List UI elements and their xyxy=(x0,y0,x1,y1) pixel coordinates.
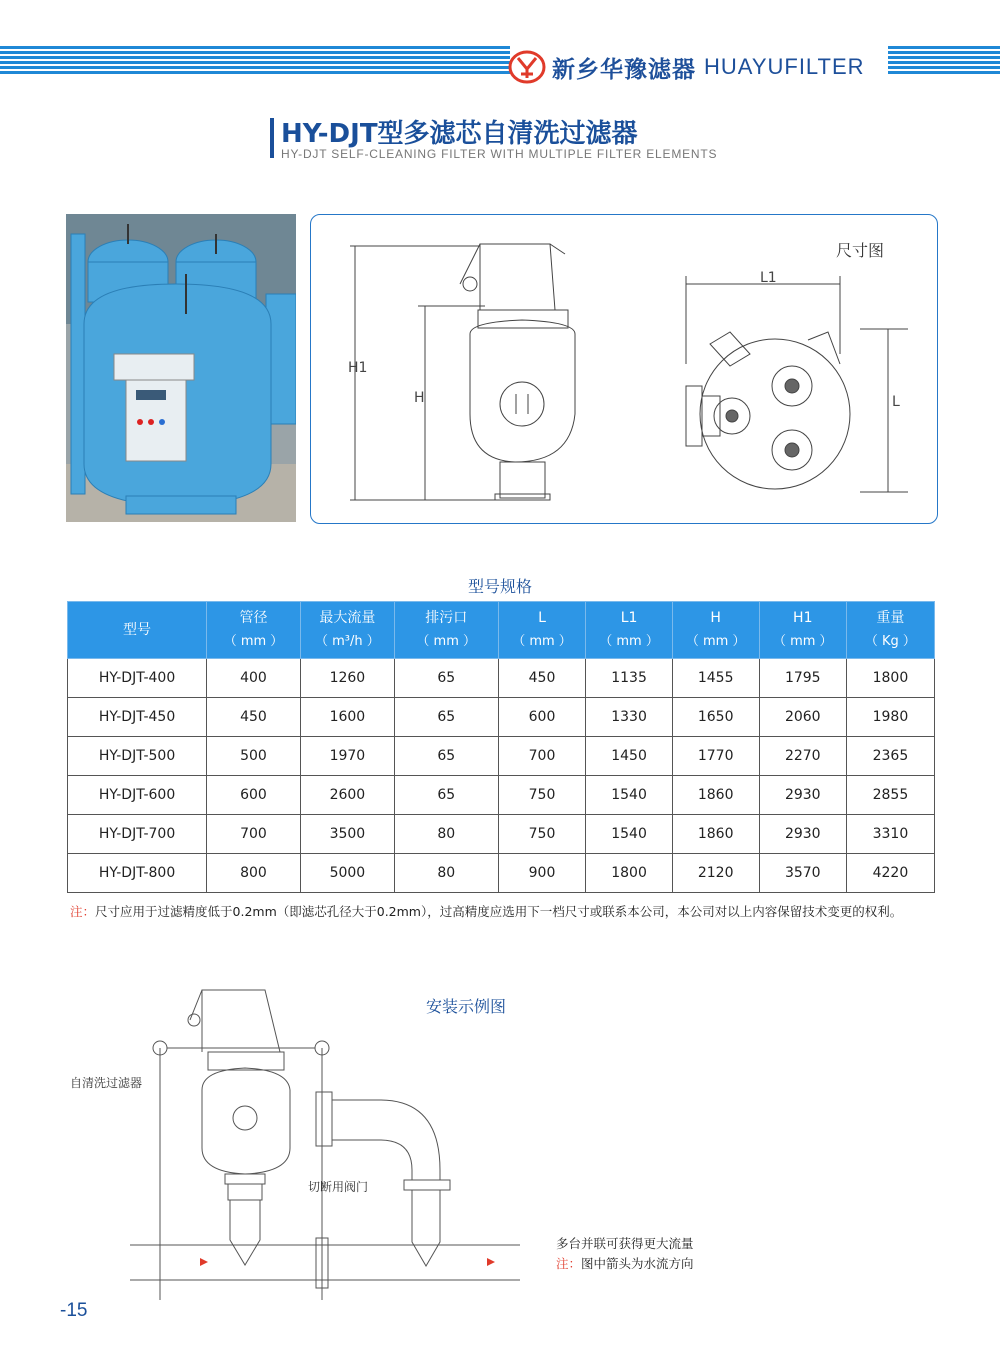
table-row xyxy=(68,659,935,698)
table-cell: 80 xyxy=(394,854,498,893)
spec-section-title: 型号规格 xyxy=(467,577,532,596)
table-cell: 65 xyxy=(394,698,498,737)
brand-logo-icon xyxy=(508,48,546,86)
table-cell: 600 xyxy=(498,698,586,737)
table-cell: 4220 xyxy=(846,854,934,893)
table-cell: 1800 xyxy=(586,854,672,893)
header-stripes-left xyxy=(0,46,510,76)
page-subtitle: HY-DJT SELF-CLEANING FILTER WITH MULTIPLE FILTER ELEMENTS xyxy=(281,147,718,161)
table-cell: HY-DJT-450 xyxy=(68,698,207,737)
col-header-weight: 重量 （ Kg ） xyxy=(846,602,934,659)
table-cell: 2365 xyxy=(846,737,934,776)
table-row xyxy=(68,854,935,893)
table-row xyxy=(68,815,935,854)
table-cell: 450 xyxy=(207,698,301,737)
table-cell: 1600 xyxy=(300,698,394,737)
page-title: HY-DJT型多滤芯自清洗过滤器 xyxy=(281,119,638,149)
table-cell: 2930 xyxy=(759,776,846,815)
table-cell: 2270 xyxy=(759,737,846,776)
table-cell: HY-DJT-800 xyxy=(68,854,207,893)
brand-name-cn: 新乡华豫滤器 xyxy=(552,56,696,83)
col-header-h1: H1 （ mm ） xyxy=(759,602,846,659)
table-cell: 1980 xyxy=(846,698,934,737)
table-cell: 600 xyxy=(207,776,301,815)
install-note-label: 注： xyxy=(556,1256,582,1271)
label-h1: H1 xyxy=(348,360,368,376)
col-header-diameter: 管径 （ mm ） xyxy=(207,602,301,659)
table-row xyxy=(68,776,935,815)
install-note xyxy=(556,1254,694,1272)
table-cell: 1450 xyxy=(586,737,672,776)
table-cell: 1650 xyxy=(672,698,759,737)
label-l1: L1 xyxy=(760,270,777,286)
table-cell: 1795 xyxy=(759,659,846,698)
table-cell: HY-DJT-500 xyxy=(68,737,207,776)
table-cell: 450 xyxy=(498,659,586,698)
table-cell: HY-DJT-400 xyxy=(68,659,207,698)
table-cell: 65 xyxy=(394,737,498,776)
table-cell: 2600 xyxy=(300,776,394,815)
table-cell: 2855 xyxy=(846,776,934,815)
table-cell: 3570 xyxy=(759,854,846,893)
product-photo xyxy=(66,214,296,522)
table-cell: 5000 xyxy=(300,854,394,893)
table-cell: HY-DJT-600 xyxy=(68,776,207,815)
table-cell: 900 xyxy=(498,854,586,893)
table-cell: 1330 xyxy=(586,698,672,737)
col-header-h: H （ mm ） xyxy=(672,602,759,659)
table-cell: 800 xyxy=(207,854,301,893)
table-cell: 2930 xyxy=(759,815,846,854)
table-cell: 65 xyxy=(394,659,498,698)
label-l: L xyxy=(892,394,900,410)
table-cell: 65 xyxy=(394,776,498,815)
col-header-drain: 排污口 （ mm ） xyxy=(394,602,498,659)
table-cell: 2060 xyxy=(759,698,846,737)
table-cell: 750 xyxy=(498,815,586,854)
install-note-text: 图中箭头为水流方向 xyxy=(581,1256,694,1271)
table-cell: 700 xyxy=(207,815,301,854)
table-cell: 1135 xyxy=(586,659,672,698)
install-parallel-text: 多台并联可获得更大流量 xyxy=(556,1236,694,1251)
spec-note xyxy=(70,902,902,920)
label-h: H xyxy=(414,390,425,406)
table-cell: 1770 xyxy=(672,737,759,776)
table-cell: 750 xyxy=(498,776,586,815)
spec-table xyxy=(67,601,935,893)
table-row xyxy=(68,698,935,737)
col-header-flow: 最大流量 （ m³/h ） xyxy=(300,602,394,659)
table-cell: 700 xyxy=(498,737,586,776)
dimension-drawing-title: 尺寸图 xyxy=(836,241,885,260)
table-cell: 1860 xyxy=(672,776,759,815)
install-section-title: 安装示例图 xyxy=(426,997,507,1016)
spec-note-label: 注： xyxy=(70,904,96,919)
table-cell: 1800 xyxy=(846,659,934,698)
table-row xyxy=(68,737,935,776)
label-self-cleaning-filter: 自清洗过滤器 xyxy=(70,1076,143,1090)
brand-name-en: HUAYUFILTER xyxy=(704,54,865,79)
label-shutoff-valve: 切断用阀门 xyxy=(308,1180,369,1194)
table-cell: 1540 xyxy=(586,776,672,815)
table-cell: 1860 xyxy=(672,815,759,854)
table-cell: 80 xyxy=(394,815,498,854)
installation-diagram xyxy=(130,980,530,1300)
table-cell: 1260 xyxy=(300,659,394,698)
col-header-l: L （ mm ） xyxy=(498,602,586,659)
page-number: -15 xyxy=(60,1300,88,1321)
table-cell: 1455 xyxy=(672,659,759,698)
col-header-l1: L1 （ mm ） xyxy=(586,602,672,659)
title-accent-bar xyxy=(270,118,274,158)
table-cell: 1540 xyxy=(586,815,672,854)
table-cell: 2120 xyxy=(672,854,759,893)
header-stripes-right xyxy=(888,46,1000,76)
table-cell: 400 xyxy=(207,659,301,698)
table-cell: HY-DJT-700 xyxy=(68,815,207,854)
col-header-model: 型号 xyxy=(68,602,207,659)
table-cell: 1970 xyxy=(300,737,394,776)
table-cell: 3310 xyxy=(846,815,934,854)
brand xyxy=(508,48,865,86)
table-cell: 500 xyxy=(207,737,301,776)
table-cell: 3500 xyxy=(300,815,394,854)
spec-note-text: 尺寸应用于过滤精度低于0.2mm（即滤芯孔径大于0.2mm），过高精度应选用下一档尺寸或联系本公司，本公司对以上内容保留技术变更的权利。 xyxy=(95,904,903,919)
table-header-row xyxy=(68,602,935,659)
